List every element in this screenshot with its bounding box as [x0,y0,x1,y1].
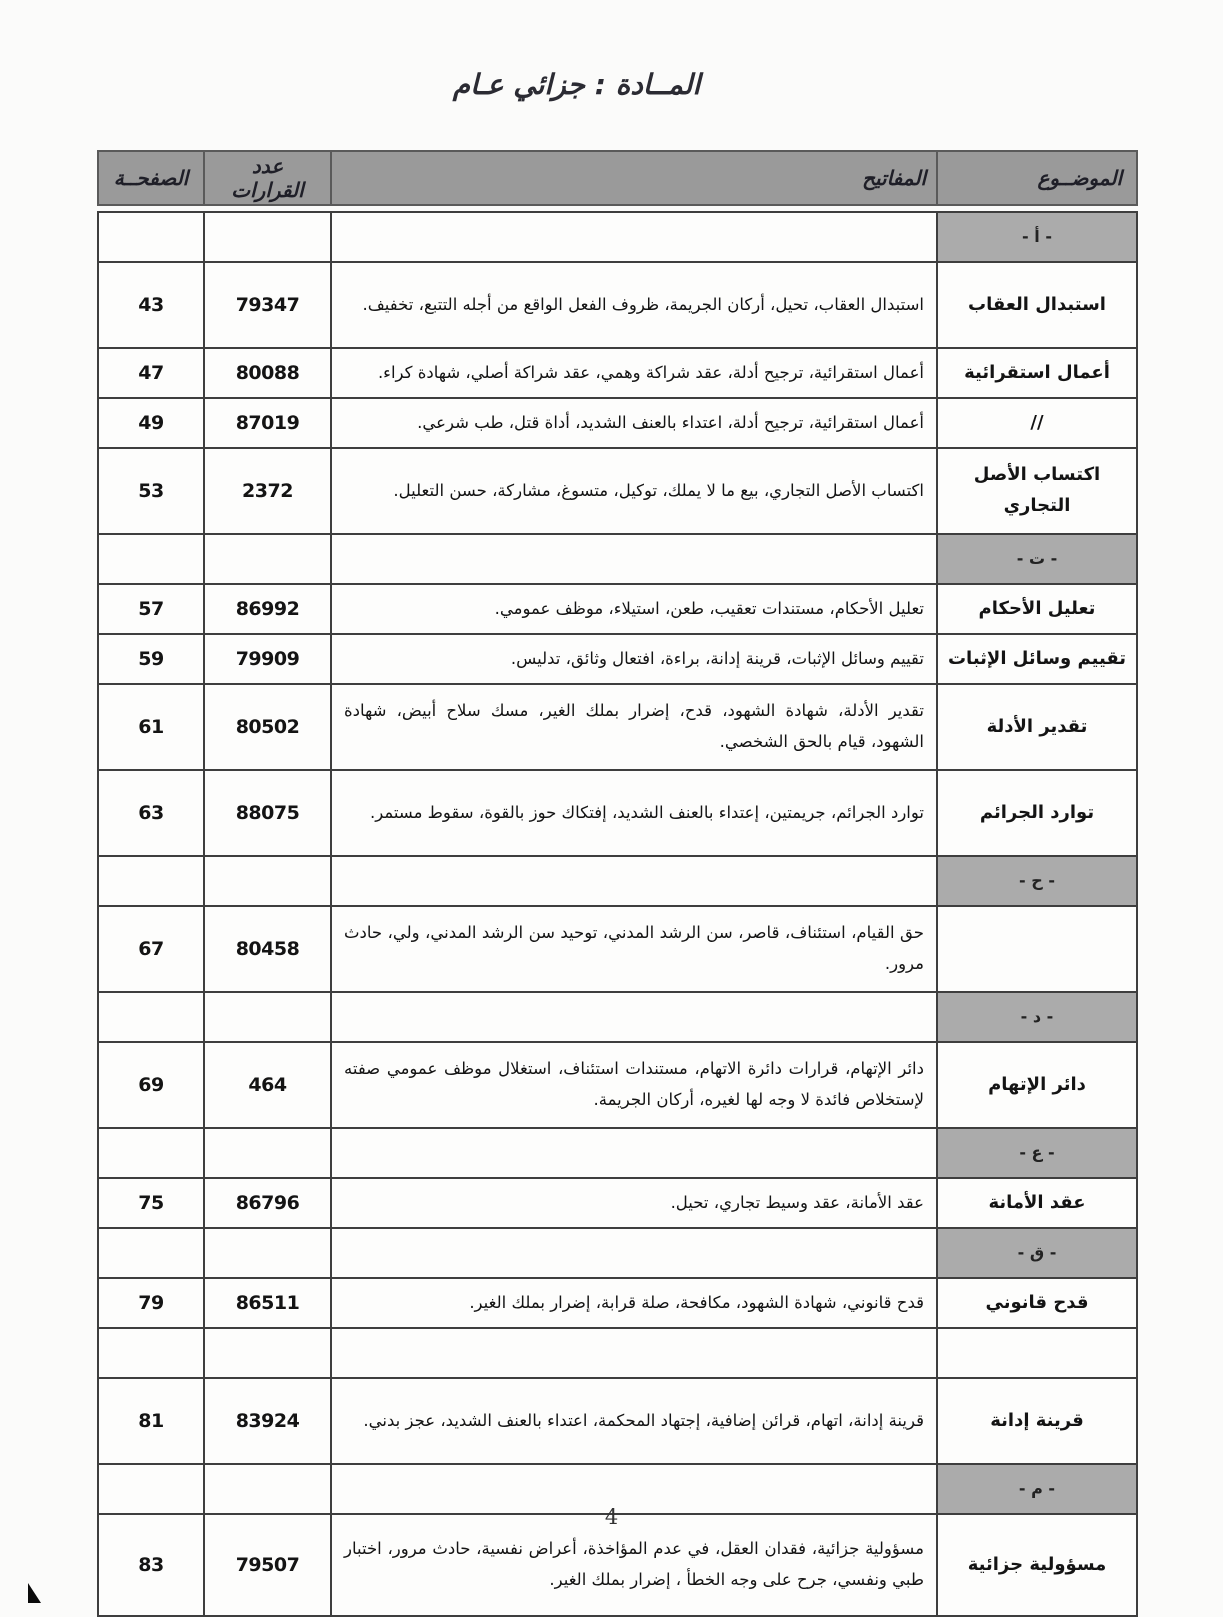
subject-cell: تعليل الأحكام [937,584,1137,634]
table-row [98,1178,1137,1228]
table-row [98,584,1137,634]
keys-cell: عقد الأمانة، عقد وسيط تجاري، تحيل. [331,1178,937,1228]
page-cell [98,856,204,906]
letter-separator-row [98,1128,1137,1178]
decisions-count-cell: 2372 [204,448,331,534]
table-row [98,684,1137,770]
keys-cell: تعليل الأحكام، مستندات تعقيب، طعن، استيلاء، موظف عمومي. [331,584,937,634]
keys-cell: مسؤولية جزائية، فقدان العقل، في عدم المؤاخذة، أعراض نفسية، حادث مرور، اختبار طبي ونفسي، جرح على وجه الخطأ ، إضرار بملك الغير. [331,1514,937,1616]
keys-cell: تقدير الأدلة، شهادة الشهود، قدح، إضرار بملك الغير، مسك سلاح أبيض، شهادة الشهود، قيام بالحق الشخصي. [331,684,937,770]
keys-cell: قدح قانوني، شهادة الشهود، مكافحة، صلة قرابة، إضرار بملك الغير. [331,1278,937,1328]
page-cell: 83 [98,1514,204,1616]
keys-cell [331,1228,937,1278]
decisions-count-cell: 79909 [204,634,331,684]
decisions-count-cell: 80502 [204,684,331,770]
page-cell: 81 [98,1378,204,1464]
letter-separator-row [98,856,1137,906]
subject-cell [937,1328,1137,1378]
page-cell [98,1228,204,1278]
index-table [97,150,1138,1617]
decisions-count-cell: 79507 [204,1514,331,1616]
letter-separator-row [98,534,1137,584]
page-cell: 63 [98,770,204,856]
decisions-count-cell [204,1128,331,1178]
letter-separator-cell: - ت - [937,534,1137,584]
table-row [98,634,1137,684]
page-cell: 47 [98,348,204,398]
subject-cell: تقدير الأدلة [937,684,1137,770]
letter-separator-row [98,212,1137,262]
page-cell: 49 [98,398,204,448]
table-row [98,448,1137,534]
table-row [98,1278,1137,1328]
keys-cell [331,534,937,584]
decisions-count-cell [204,1328,331,1378]
page-cell: 43 [98,262,204,348]
keys-cell: أعمال استقرائية، ترجيح أدلة، اعتداء بالعنف الشديد، أداة قتل، طب شرعي. [331,398,937,448]
page-number: 4 [604,1505,619,1529]
decisions-count-cell: 83924 [204,1378,331,1464]
table-row [98,770,1137,856]
subject-cell: توارد الجرائم [937,770,1137,856]
page-cell [98,534,204,584]
page-cell: 61 [98,684,204,770]
scan-corner-mark [28,1583,41,1603]
page-cell [98,1128,204,1178]
decisions-count-cell: 86992 [204,584,331,634]
decisions-count-cell: 86796 [204,1178,331,1228]
page-cell: 79 [98,1278,204,1328]
subject-cell: قدح قانوني [937,1278,1137,1328]
header-body-gap [98,205,1137,212]
keys-cell: حق القيام، استئناف، قاصر، سن الرشد المدني، توحيد سن الرشد المدني، ولي، حادث مرور. [331,906,937,992]
column-header-keys: المفاتيح [331,151,937,205]
letter-separator-row [98,1228,1137,1278]
keys-cell: دائر الإتهام، قرارات دائرة الاتهام، مستندات استئناف، استغلال موظف عمومي صفته لإستخلاص فائدة لا وجه لها لغيره، أركان الجريمة. [331,1042,937,1128]
decisions-count-cell [204,992,331,1042]
keys-cell: استبدال العقاب، تحيل، أركان الجريمة، ظروف الفعل الواقع من أجله التتبع، تخفيف. [331,262,937,348]
page-cell: 75 [98,1178,204,1228]
keys-cell: قرينة إدانة، اتهام، قرائن إضافية، إجتهاد المحكمة، اعتداء بالعنف الشديد، عجز بدني. [331,1378,937,1464]
page-title: المــادة : جزائي عـام [452,68,701,101]
table-body [98,212,1137,1616]
decisions-count-cell [204,212,331,262]
keys-cell: توارد الجرائم، جريمتين، إعتداء بالعنف الشديد، إفتكاك حوز بالقوة، سقوط مستمر. [331,770,937,856]
column-header-page: الصفحــة [98,151,204,205]
table-row [98,398,1137,448]
letter-separator-row [98,992,1137,1042]
subject-cell: قرينة إدانة [937,1378,1137,1464]
decisions-count-cell: 80458 [204,906,331,992]
subject-cell: // [937,398,1137,448]
empty-row [98,1328,1137,1378]
keys-cell: تقييم وسائل الإثبات، قرينة إدانة، براءة، افتعال وثائق، تدليس. [331,634,937,684]
decisions-count-cell [204,1228,331,1278]
subject-cell: أعمال استقرائية [937,348,1137,398]
page-cell [98,992,204,1042]
page-cell [98,1328,204,1378]
keys-cell: اكتساب الأصل التجاري، بيع ما لا يملك، توكيل، متسوغ، مشاركة، حسن التعليل. [331,448,937,534]
decisions-count-cell: 79347 [204,262,331,348]
subject-cell: عقد الأمانة [937,1178,1137,1228]
table-row [98,906,1137,992]
page-cell [98,212,204,262]
decisions-count-cell: 86511 [204,1278,331,1328]
subject-cell: مسؤولية جزائية [937,1514,1137,1616]
letter-separator-cell: - ع - [937,1128,1137,1178]
table-row [98,1378,1137,1464]
page-cell: 57 [98,584,204,634]
subject-cell: دائر الإتهام [937,1042,1137,1128]
keys-cell [331,992,937,1042]
table-row [98,262,1137,348]
keys-cell [331,1328,937,1378]
page-cell: 59 [98,634,204,684]
subject-cell [937,906,1137,992]
keys-cell [331,1128,937,1178]
decisions-count-cell: 87019 [204,398,331,448]
letter-separator-cell: - ح - [937,856,1137,906]
letter-separator-cell: - م - [937,1464,1137,1514]
letter-separator-cell: - أ - [937,212,1137,262]
keys-cell: أعمال استقرائية، ترجيح أدلة، عقد شراكة وهمي، عقد شراكة أصلي، شهادة كراء. [331,348,937,398]
decisions-count-cell: 88075 [204,770,331,856]
decisions-count-cell [204,856,331,906]
page-cell: 53 [98,448,204,534]
column-header-subject: الموضــوع [937,151,1137,205]
decisions-count-cell: 464 [204,1042,331,1128]
column-header-decisions-count: عدد القرارات [204,151,331,205]
page-cell: 69 [98,1042,204,1128]
page-cell: 67 [98,906,204,992]
subject-cell: استبدال العقاب [937,262,1137,348]
table-header-row [98,151,1137,205]
table-row [98,1514,1137,1616]
table-row [98,348,1137,398]
subject-cell: اكتساب الأصل التجاري [937,448,1137,534]
table-row [98,1042,1137,1128]
subject-cell: تقييم وسائل الإثبات [937,634,1137,684]
keys-cell [331,856,937,906]
decisions-count-cell: 80088 [204,348,331,398]
letter-separator-cell: - ق - [937,1228,1137,1278]
keys-cell [331,212,937,262]
decisions-count-cell [204,534,331,584]
letter-separator-cell: - د - [937,992,1137,1042]
